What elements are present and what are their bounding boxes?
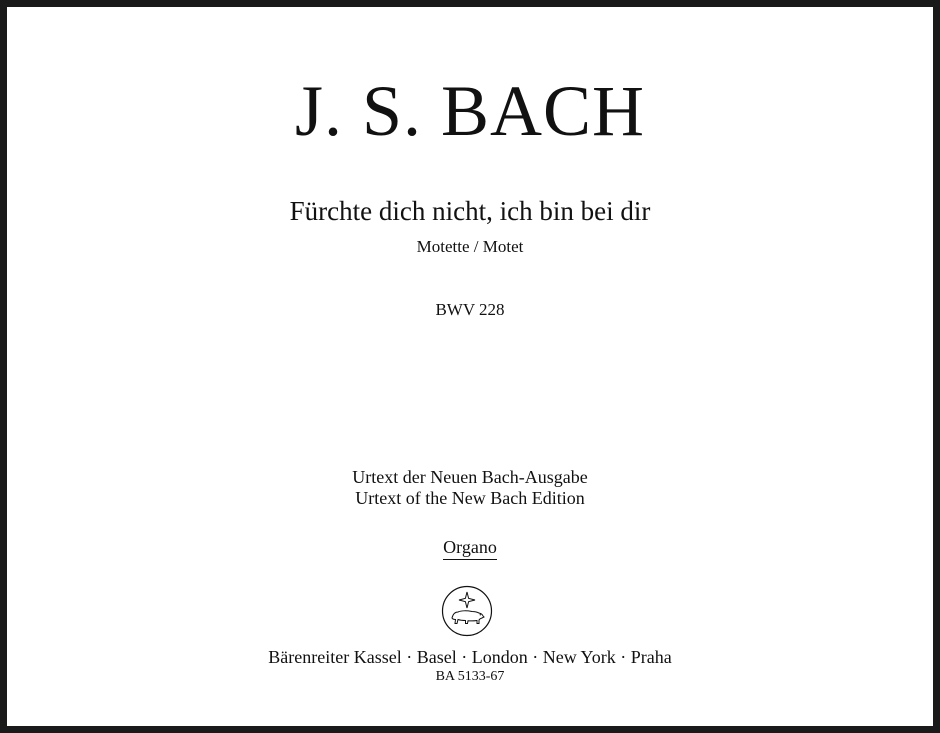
edition-note-english: Urtext of the New Bach Edition xyxy=(355,488,585,508)
part-label-wrapper xyxy=(7,538,933,560)
publisher-line: Bärenreiter Kassel · Basel · London · New York · Praha xyxy=(268,647,672,667)
part-name: Organo xyxy=(443,538,497,560)
publisher-logo-icon xyxy=(441,585,493,637)
edition-note-german: Urtext der Neuen Bach-Ausgabe xyxy=(352,467,588,487)
work-title: Fürchte dich nicht, ich bin bei dir xyxy=(289,196,651,226)
score-cover-page xyxy=(7,7,933,726)
composer-name: J. S. BACH xyxy=(294,71,646,151)
catalog-number: BWV 228 xyxy=(435,300,505,319)
order-number: BA 5133-67 xyxy=(435,669,505,684)
work-genre: Motette / Motet xyxy=(416,237,524,256)
